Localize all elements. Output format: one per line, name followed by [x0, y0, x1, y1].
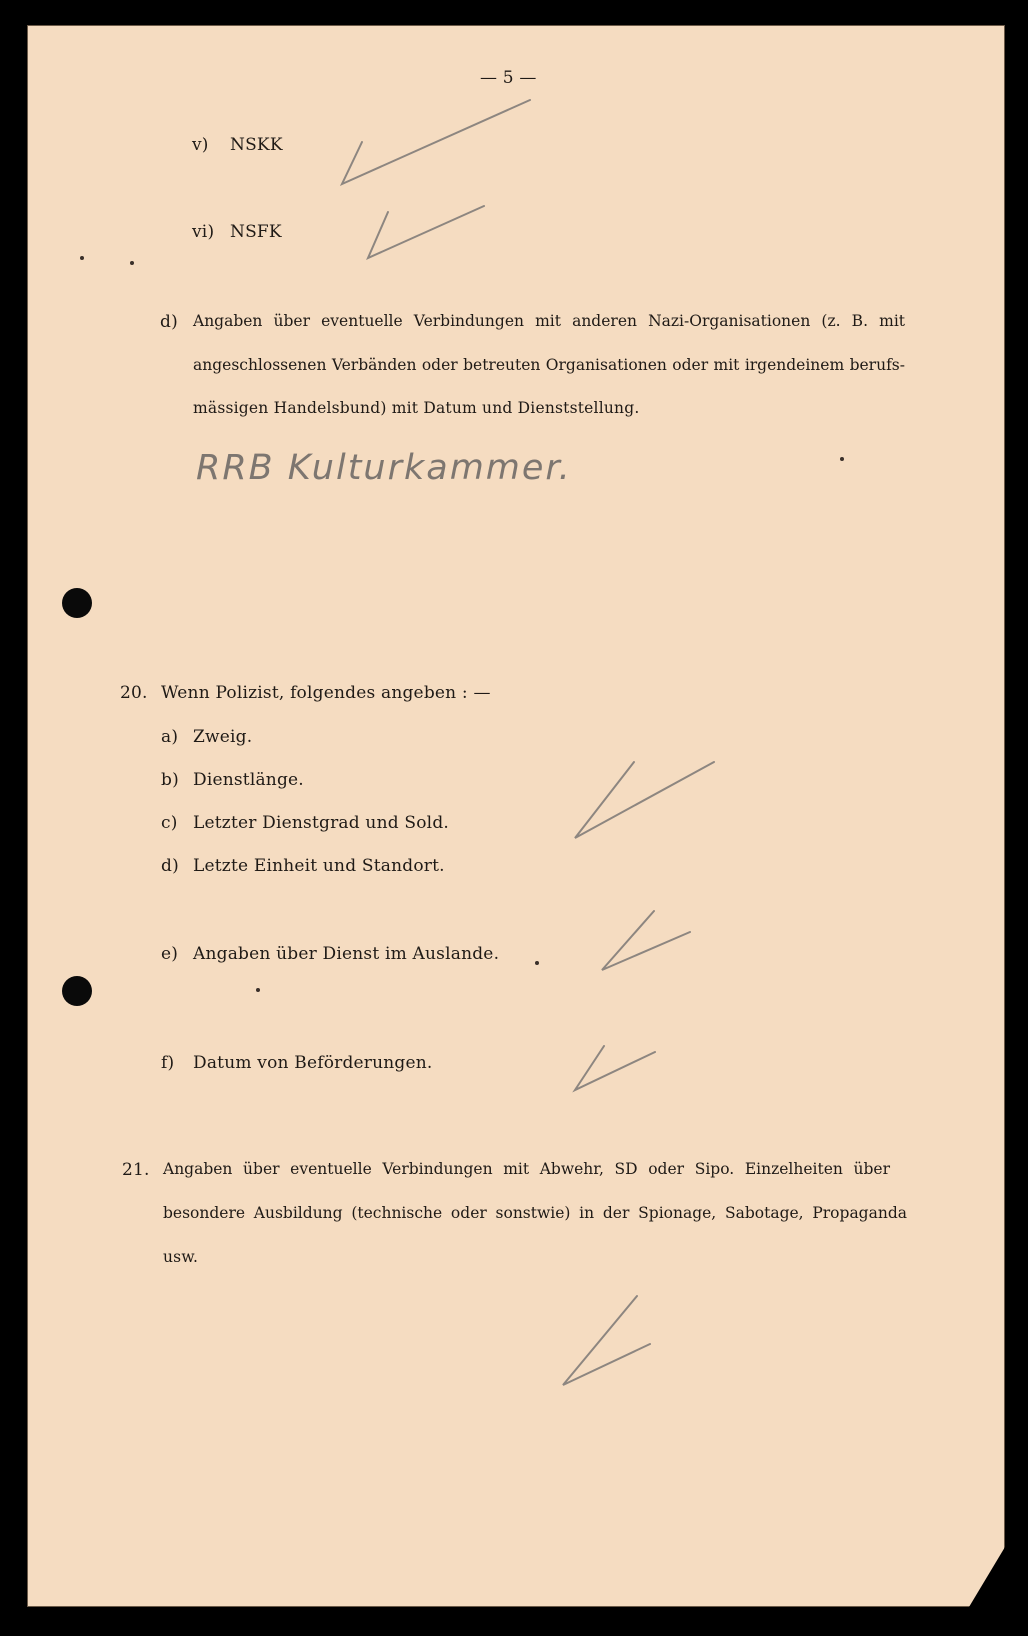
item-v-label: v) — [192, 135, 209, 155]
speck — [535, 961, 539, 965]
item-d-line-1: Angaben über eventuelle Verbindungen mit anderen Nazi-Organisationen (z. B. mit — [193, 312, 905, 330]
q20-item-d-text: Letzte Einheit und Standort. — [193, 856, 445, 876]
q20-item-f-text: Datum von Beförderungen. — [193, 1053, 433, 1073]
speck — [840, 457, 844, 461]
page-number: — 5 — — [480, 68, 537, 88]
item-vi-label: vi) — [192, 222, 215, 242]
folded-corner — [969, 1547, 1005, 1607]
punch-hole-lower — [62, 976, 92, 1006]
speck — [130, 261, 134, 265]
question-20-number: 20. — [120, 683, 148, 703]
q20-item-d-label: d) — [161, 856, 179, 876]
speck — [256, 988, 260, 992]
item-d-line-3: mässigen Handelsbund) mit Datum und Dienststellung. — [193, 399, 640, 417]
q20-item-c-label: c) — [161, 813, 178, 833]
item-d-label: d) — [160, 312, 178, 332]
q20-item-e-text: Angaben über Dienst im Auslande. — [193, 944, 500, 964]
question-21-line-2: besondere Ausbildung (technische oder sonstwie) in der Spionage, Sabotage, Propaganda — [163, 1204, 907, 1222]
handwritten-answer: RRB Kulturkammer. — [196, 448, 572, 488]
q20-item-b-text: Dienstlänge. — [193, 770, 304, 790]
item-d-line-2: angeschlossenen Verbänden oder betreuten Organisationen oder mit irgendeinem berufs- — [193, 356, 905, 374]
speck — [80, 256, 84, 260]
q20-item-a-text: Zweig. — [193, 727, 253, 747]
question-21-line-1: Angaben über eventuelle Verbindungen mit Abwehr, SD oder Sipo. Einzelheiten über — [163, 1160, 890, 1178]
question-20-title: Wenn Polizist, folgendes angeben : — — [161, 683, 491, 703]
question-21-number: 21. — [122, 1160, 150, 1180]
question-21-line-3: usw. — [163, 1248, 199, 1266]
q20-item-e-label: e) — [161, 944, 179, 964]
q20-item-a-label: a) — [161, 727, 179, 747]
punch-hole-upper — [62, 588, 92, 618]
q20-item-b-label: b) — [161, 770, 179, 790]
item-v-text: NSKK — [230, 135, 283, 155]
q20-item-c-text: Letzter Dienstgrad und Sold. — [193, 813, 450, 833]
q20-item-f-label: f) — [161, 1053, 175, 1073]
item-vi-text: NSFK — [230, 222, 282, 242]
